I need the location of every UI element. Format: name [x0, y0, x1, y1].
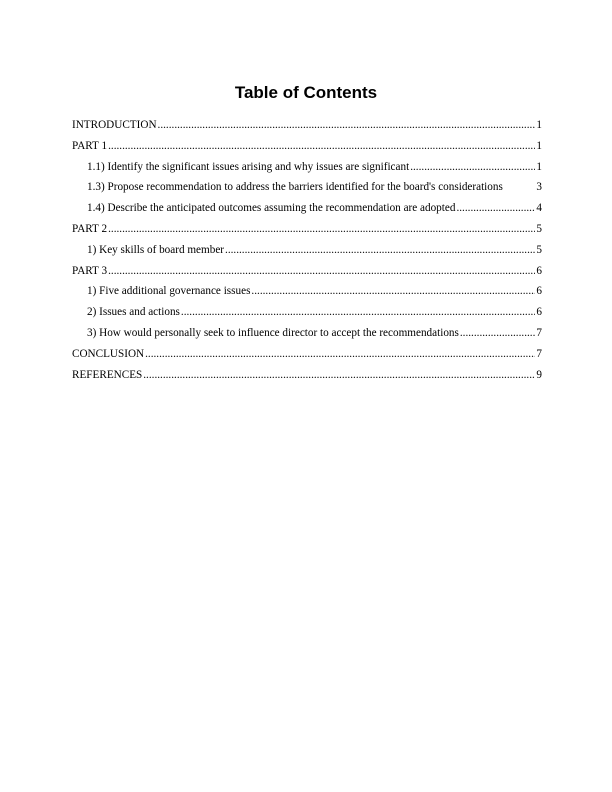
toc-entry-label: 1.1) Identify the significant issues arising and why issues are significant — [87, 160, 410, 173]
toc-page-number: 5 — [536, 243, 542, 256]
toc-entry-label: PART 3 — [72, 264, 108, 277]
toc-page-number: 6 — [536, 285, 542, 298]
toc-dot-leader — [181, 302, 536, 323]
toc-dot-leader — [225, 240, 535, 261]
toc-dot-leader — [108, 219, 535, 240]
toc-entry-1-1[interactable] — [72, 157, 542, 178]
table-of-contents — [72, 115, 542, 385]
toc-entry-label: PART 1 — [72, 139, 108, 152]
toc-dot-leader — [143, 365, 535, 386]
toc-page-number: 7 — [536, 347, 542, 360]
toc-dot-leader — [251, 281, 535, 302]
toc-entry-1-3[interactable] — [72, 177, 542, 198]
toc-page-number: 1 — [536, 160, 542, 173]
toc-entry-label: 1.3) Propose recommendation to address the barriers identified for the board's considerations — [87, 181, 503, 194]
toc-entry-part-1[interactable] — [72, 136, 542, 157]
toc-entry-label: 1) Five additional governance issues — [87, 285, 251, 298]
page-title: Table of Contents — [234, 83, 378, 102]
toc-entry-label: 3) How would personally seek to influence director to accept the recommendations — [87, 326, 459, 339]
toc-entry-label: 1.4) Describe the anticipated outcomes assuming the recommendation are adopted — [87, 202, 456, 215]
toc-page-number: 4 — [536, 202, 542, 215]
toc-page-number: 6 — [536, 306, 542, 319]
toc-dot-leader — [158, 115, 536, 136]
toc-entry-1-4[interactable] — [72, 198, 542, 219]
toc-entry-part-2[interactable] — [72, 219, 542, 240]
toc-page-number: 1 — [536, 139, 542, 152]
toc-dot-leader — [456, 198, 535, 219]
toc-entry-governance-issues[interactable] — [72, 281, 542, 302]
toc-entry-label: CONCLUSION — [72, 347, 145, 360]
toc-entry-key-skills[interactable] — [72, 240, 542, 261]
toc-entry-issues-actions[interactable] — [72, 302, 542, 323]
toc-dot-leader — [108, 136, 535, 157]
toc-entry-conclusion[interactable] — [72, 344, 542, 365]
toc-entry-label: PART 2 — [72, 222, 108, 235]
toc-entry-label: 2) Issues and actions — [87, 306, 180, 319]
toc-dot-leader — [108, 261, 535, 282]
toc-entry-label: INTRODUCTION — [72, 119, 157, 131]
toc-entry-part-3[interactable] — [72, 261, 542, 282]
toc-page-number: 9 — [536, 368, 542, 381]
toc-entry-influence-director[interactable] — [72, 323, 542, 344]
toc-dot-leader — [460, 323, 536, 344]
toc-page-number: 5 — [536, 222, 542, 235]
toc-entry-references[interactable] — [72, 365, 542, 386]
toc-entry-label: 1) Key skills of board member — [87, 243, 225, 256]
toc-page-number: 7 — [536, 326, 542, 339]
toc-entry-introduction[interactable] — [72, 115, 542, 136]
toc-dot-leader — [145, 344, 535, 365]
toc-page-number: 3 — [536, 181, 542, 194]
toc-page-number: 1 — [536, 119, 542, 131]
toc-page-number: 6 — [536, 264, 542, 277]
toc-entry-label: REFERENCES — [72, 368, 143, 381]
toc-dot-leader — [410, 157, 535, 178]
